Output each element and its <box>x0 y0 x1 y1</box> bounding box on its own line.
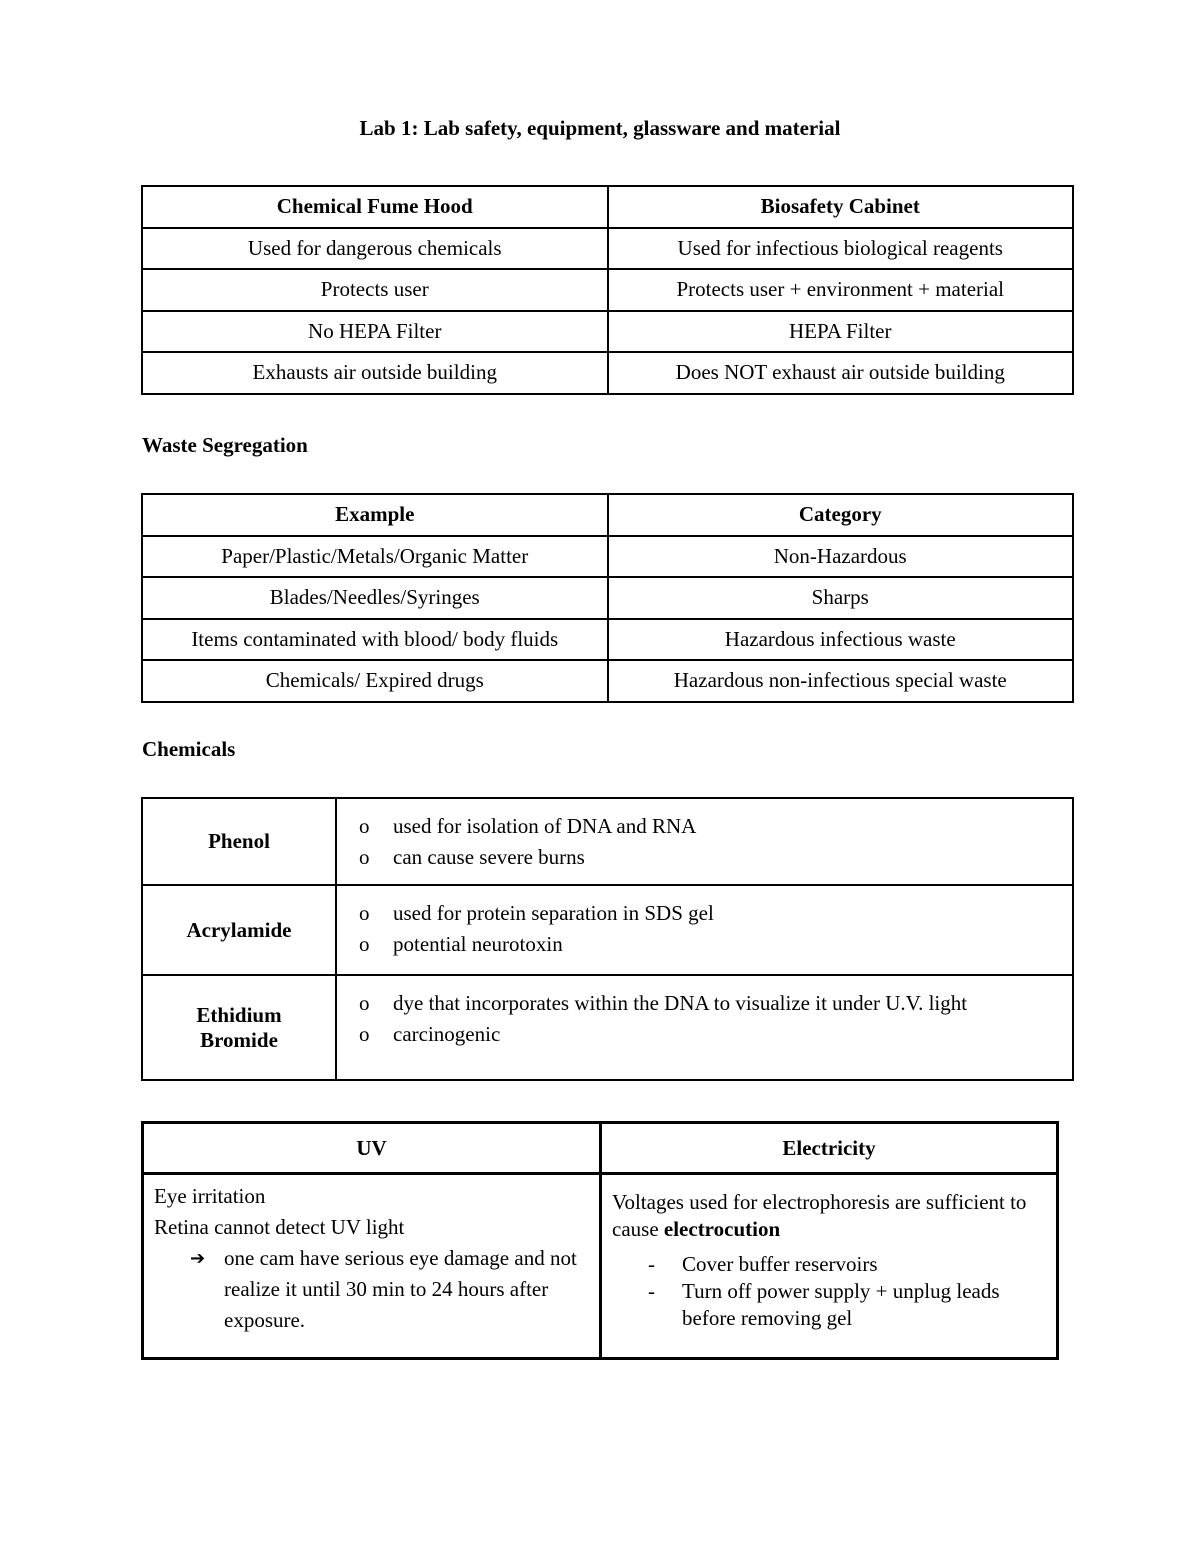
list-item: o potential neurotoxin <box>357 929 1062 960</box>
chemical-name <box>142 975 336 1080</box>
chemical-name-line: Ethidium <box>196 1002 282 1027</box>
table-cell: Used for dangerous chemicals <box>142 228 608 270</box>
table-cell: Non-Hazardous <box>608 536 1074 578</box>
table-cell: Used for infectious biological reagents <box>608 228 1074 270</box>
table-cell: Paper/Plastic/Metals/Organic Matter <box>142 536 608 578</box>
table-cell: No HEPA Filter <box>142 311 608 353</box>
list-item: o dye that incorporates within the DNA to visualize it under U.V. light <box>357 988 1062 1019</box>
chemical-description <box>336 885 1073 975</box>
table-row <box>142 885 1073 975</box>
table-row <box>142 352 1073 394</box>
table-cell: Hazardous infectious waste <box>608 619 1074 661</box>
chemical-name: Acrylamide <box>142 885 336 975</box>
list-item: o carcinogenic <box>357 1019 1062 1050</box>
table-cell: Does NOT exhaust air outside building <box>608 352 1074 394</box>
list-item: o can cause severe burns <box>357 842 1062 873</box>
electricity-intro-bold: electrocution <box>663 1217 781 1241</box>
table-row <box>142 228 1073 270</box>
waste-heading: Waste Segregation <box>142 433 308 457</box>
table-cell: Chemicals/ Expired drugs <box>142 660 608 702</box>
table-row <box>142 577 1073 619</box>
table-row <box>142 269 1073 311</box>
uv-line: Eye irritation <box>154 1184 266 1208</box>
table-cell: Items contaminated with blood/ body fluids <box>142 619 608 661</box>
table-cell: Hazardous non-infectious special waste <box>608 660 1074 702</box>
bullet-list <box>357 988 1062 1050</box>
electricity-intro <box>612 1189 1046 1243</box>
chemical-description <box>336 975 1073 1080</box>
column-header: Chemical Fume Hood <box>142 186 608 228</box>
table-cell: Exhausts air outside building <box>142 352 608 394</box>
table-row <box>142 798 1073 885</box>
table-header-row <box>143 1123 1058 1174</box>
chemical-name: Phenol <box>142 798 336 885</box>
table-row <box>142 619 1073 661</box>
chemical-name-line: Bromide <box>200 1027 278 1052</box>
column-header: Example <box>142 494 608 536</box>
table-cell: HEPA Filter <box>608 311 1074 353</box>
hazards-table <box>141 1121 1059 1360</box>
table-row <box>142 975 1073 1080</box>
table-cell: Protects user + environment + material <box>608 269 1074 311</box>
right-arrow-icon: ➔ <box>190 1248 206 1269</box>
hood-comparison-table <box>141 185 1074 395</box>
table-header-row <box>142 186 1073 228</box>
table-row <box>142 660 1073 702</box>
column-header: Category <box>608 494 1074 536</box>
chemicals-heading: Chemicals <box>142 737 236 761</box>
uv-cell <box>143 1174 601 1359</box>
list-item: - Turn off power supply + unplug leads before removing gel <box>612 1278 1046 1332</box>
chemicals-table <box>141 797 1074 1081</box>
dash-list <box>612 1251 1046 1332</box>
list-item: - Cover buffer reservoirs <box>612 1251 1046 1278</box>
waste-segregation-table <box>141 493 1074 703</box>
uv-arrow-text: one cam have serious eye damage and not realize it until 30 min to 24 hours after exposure. <box>224 1246 577 1332</box>
table-cell: Protects user <box>142 269 608 311</box>
chemical-description <box>336 798 1073 885</box>
table-row <box>143 1174 1058 1359</box>
list-item: o used for isolation of DNA and RNA <box>357 811 1062 842</box>
electricity-cell <box>601 1174 1058 1359</box>
table-row <box>142 311 1073 353</box>
table-cell: Blades/Needles/Syringes <box>142 577 608 619</box>
table-row <box>142 536 1073 578</box>
electricity-intro-text: Voltages used for electrophoresis are sufficient to cause <box>612 1190 1027 1241</box>
bullet-list <box>357 811 1062 873</box>
table-header-row <box>142 494 1073 536</box>
uv-line: Retina cannot detect UV light <box>154 1215 405 1239</box>
uv-arrow-item <box>154 1243 589 1336</box>
list-item: o used for protein separation in SDS gel <box>357 898 1062 929</box>
column-header: Electricity <box>601 1123 1058 1174</box>
bullet-list <box>357 898 1062 960</box>
page-title: Lab 1: Lab safety, equipment, glassware and material <box>359 116 841 140</box>
column-header: UV <box>143 1123 601 1174</box>
table-cell: Sharps <box>608 577 1074 619</box>
column-header: Biosafety Cabinet <box>608 186 1074 228</box>
